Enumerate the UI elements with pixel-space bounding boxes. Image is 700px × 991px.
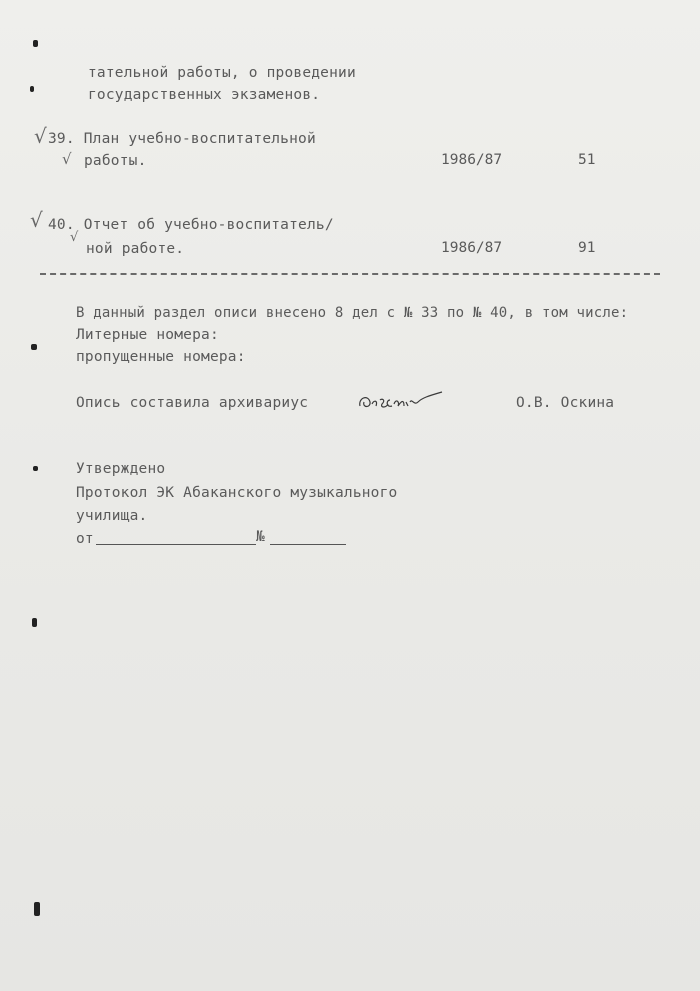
protocol-text: Протокол ЭК Абаканского музыкального bbox=[76, 485, 398, 501]
literal-numbers-label: Литерные номера: bbox=[76, 327, 219, 343]
binding-hole-mark bbox=[34, 902, 40, 916]
checkmark-icon: √ bbox=[70, 230, 79, 245]
divider-line bbox=[40, 273, 660, 275]
approved-label: Утверждено bbox=[76, 461, 166, 477]
text-line: государственных экзаменов. bbox=[88, 87, 321, 103]
item-40-title: 40. Отчет об учебно-воспитатель/ bbox=[48, 217, 334, 233]
school-text: училища. bbox=[76, 508, 148, 524]
missing-numbers-label: пропущенные номера: bbox=[76, 349, 246, 365]
from-label: от bbox=[76, 531, 94, 547]
binding-hole-mark bbox=[33, 466, 38, 471]
handwritten-signature bbox=[356, 386, 446, 414]
binding-hole-mark bbox=[31, 344, 37, 350]
checkmark-icon: √ bbox=[30, 208, 43, 232]
binding-hole-mark bbox=[30, 86, 34, 92]
binding-hole-mark bbox=[32, 618, 37, 627]
summary-text: В данный раздел описи внесено 8 дел с № 33 по № 40, в том числе: bbox=[76, 305, 629, 321]
checkmark-icon: √ bbox=[62, 150, 72, 168]
date-blank bbox=[96, 544, 256, 545]
item-40-title-cont: ной работе. bbox=[86, 241, 185, 257]
item-39-title-cont: работы. bbox=[84, 153, 147, 169]
number-label: № bbox=[256, 529, 265, 545]
compiled-by-label: Опись составила архивариус bbox=[76, 395, 309, 411]
binding-hole-mark bbox=[33, 40, 38, 47]
item-40-year: 1986/87 bbox=[441, 240, 503, 256]
number-blank bbox=[270, 544, 346, 545]
item-40-pages: 91 bbox=[578, 240, 596, 256]
checkmark-icon: √ bbox=[34, 124, 47, 148]
compiler-name: О.В. Оскина bbox=[516, 395, 615, 411]
item-39-pages: 51 bbox=[578, 152, 596, 168]
item-39-year: 1986/87 bbox=[441, 152, 503, 168]
item-39-title: 39. План учебно-воспитательной bbox=[48, 131, 316, 147]
text-line: тательной работы, о проведении bbox=[88, 65, 356, 81]
